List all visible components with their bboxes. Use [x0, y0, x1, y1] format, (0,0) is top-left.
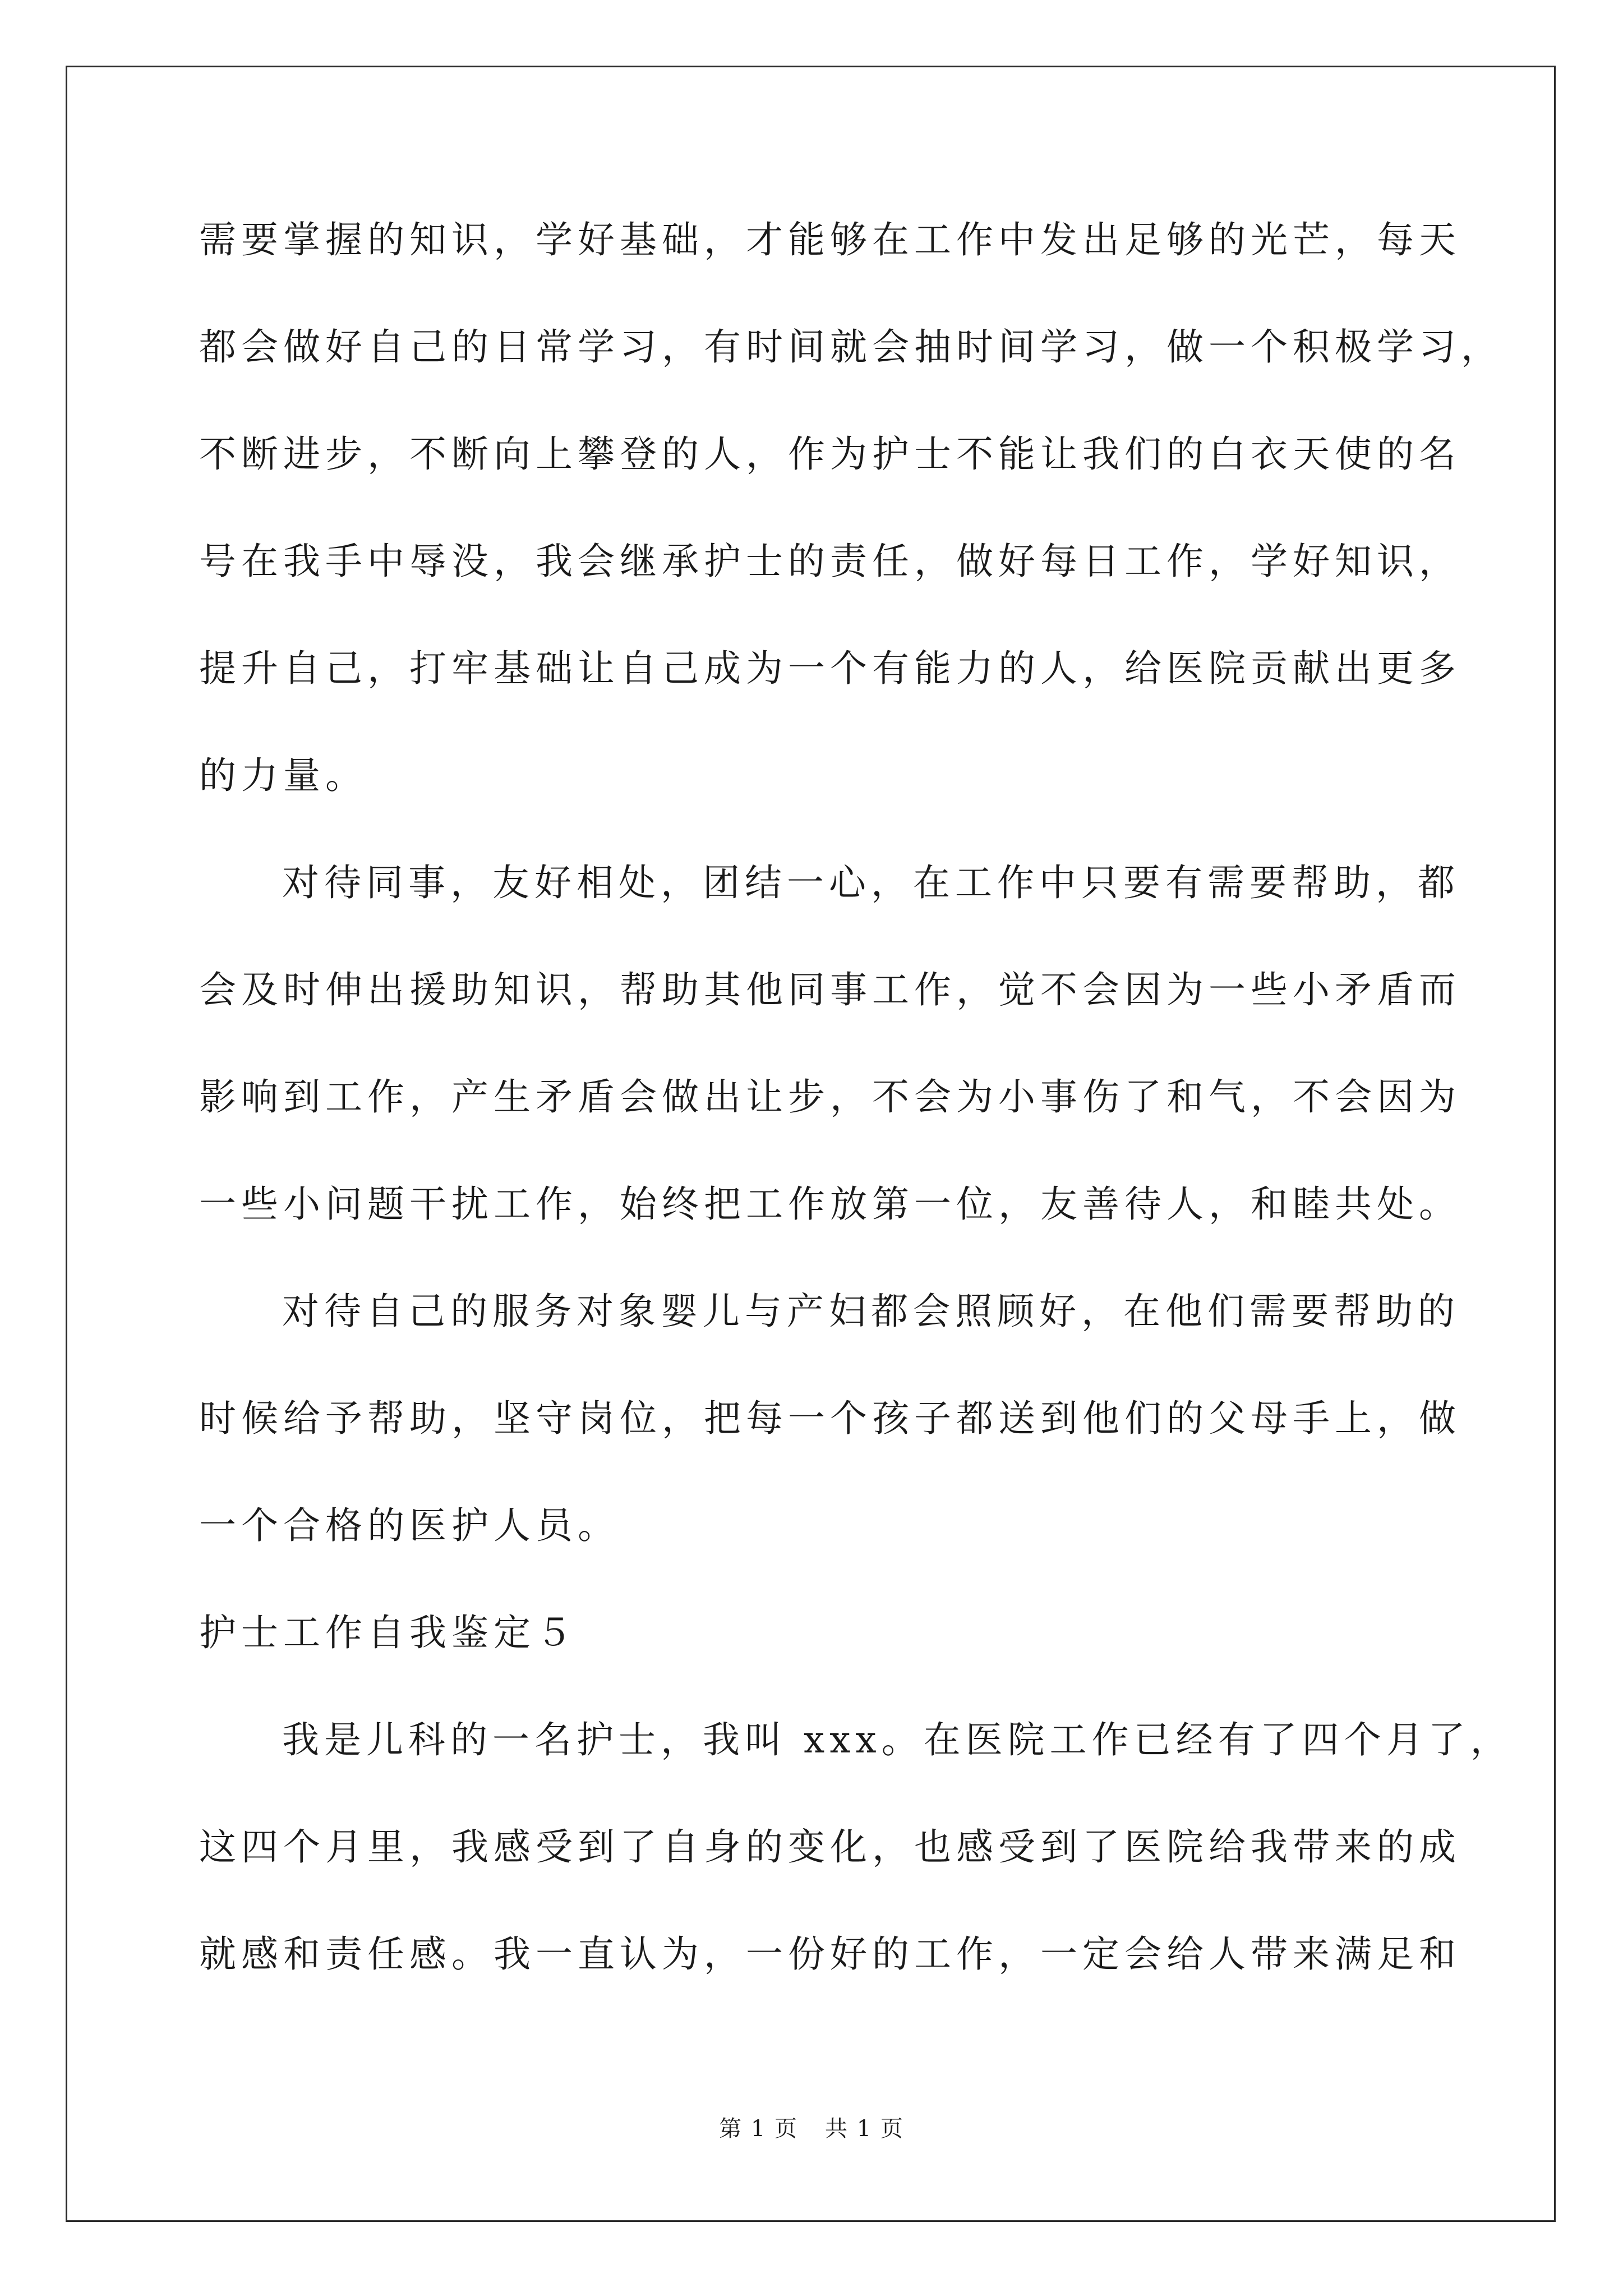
text-line: 不断进步，不断向上攀登的人，作为护士不能让我们的白衣天使的名 [199, 432, 1461, 476]
text-line: 的力量。 [199, 754, 367, 797]
text-line: 提升自己，打牢基础让自己成为一个有能力的人，给医院贡献出更多 [199, 647, 1461, 690]
page-number-total: 共 1 页 [825, 2116, 904, 2142]
paragraph-start-line: 对待同事，友好相处，团结一心，在工作中只要有需要帮助，都 [282, 861, 1460, 904]
page-number-current: 第 1 页 [719, 2116, 798, 2142]
text-line: 一个合格的医护人员。 [199, 1504, 620, 1547]
document-body [199, 212, 1513, 2033]
text-line: 号在我手中辱没，我会继承护士的责任，做好每日工作，学好知识， [199, 540, 1461, 583]
text-line: 就感和责任感。我一直认为，一份好的工作，一定会给人带来满足和 [199, 1932, 1461, 1976]
section-heading: 护士工作自我鉴定５ [199, 1611, 578, 1654]
text-line: 需要掌握的知识，学好基础，才能够在工作中发出足够的光芒，每天 [199, 218, 1461, 261]
text-line: 时候给予帮助，坚守岗位，把每一个孩子都送到他们的父母手上，做 [199, 1397, 1461, 1440]
page-footer [0, 2115, 1623, 2143]
paragraph-start-line: 我是儿科的一名护士，我叫 xxx。在医院工作已经有了四个月了， [282, 1718, 1513, 1761]
text-line: 会及时伸出援助知识，帮助其他同事工作，觉不会因为一些小矛盾而 [199, 968, 1461, 1011]
text-line: 影响到工作，产生矛盾会做出让步，不会为小事伤了和气，不会因为 [199, 1075, 1461, 1119]
paragraph-start-line: 对待自己的服务对象婴儿与产妇都会照顾好，在他们需要帮助的 [282, 1290, 1460, 1333]
text-line: 这四个月里，我感受到了自身的变化，也感受到了医院给我带来的成 [199, 1825, 1461, 1869]
text-line: 都会做好自己的日常学习，有时间就会抽时间学习，做一个积极学习， [199, 325, 1503, 369]
text-line: 一些小问题干扰工作，始终把工作放第一位，友善待人，和睦共处。 [199, 1182, 1461, 1226]
